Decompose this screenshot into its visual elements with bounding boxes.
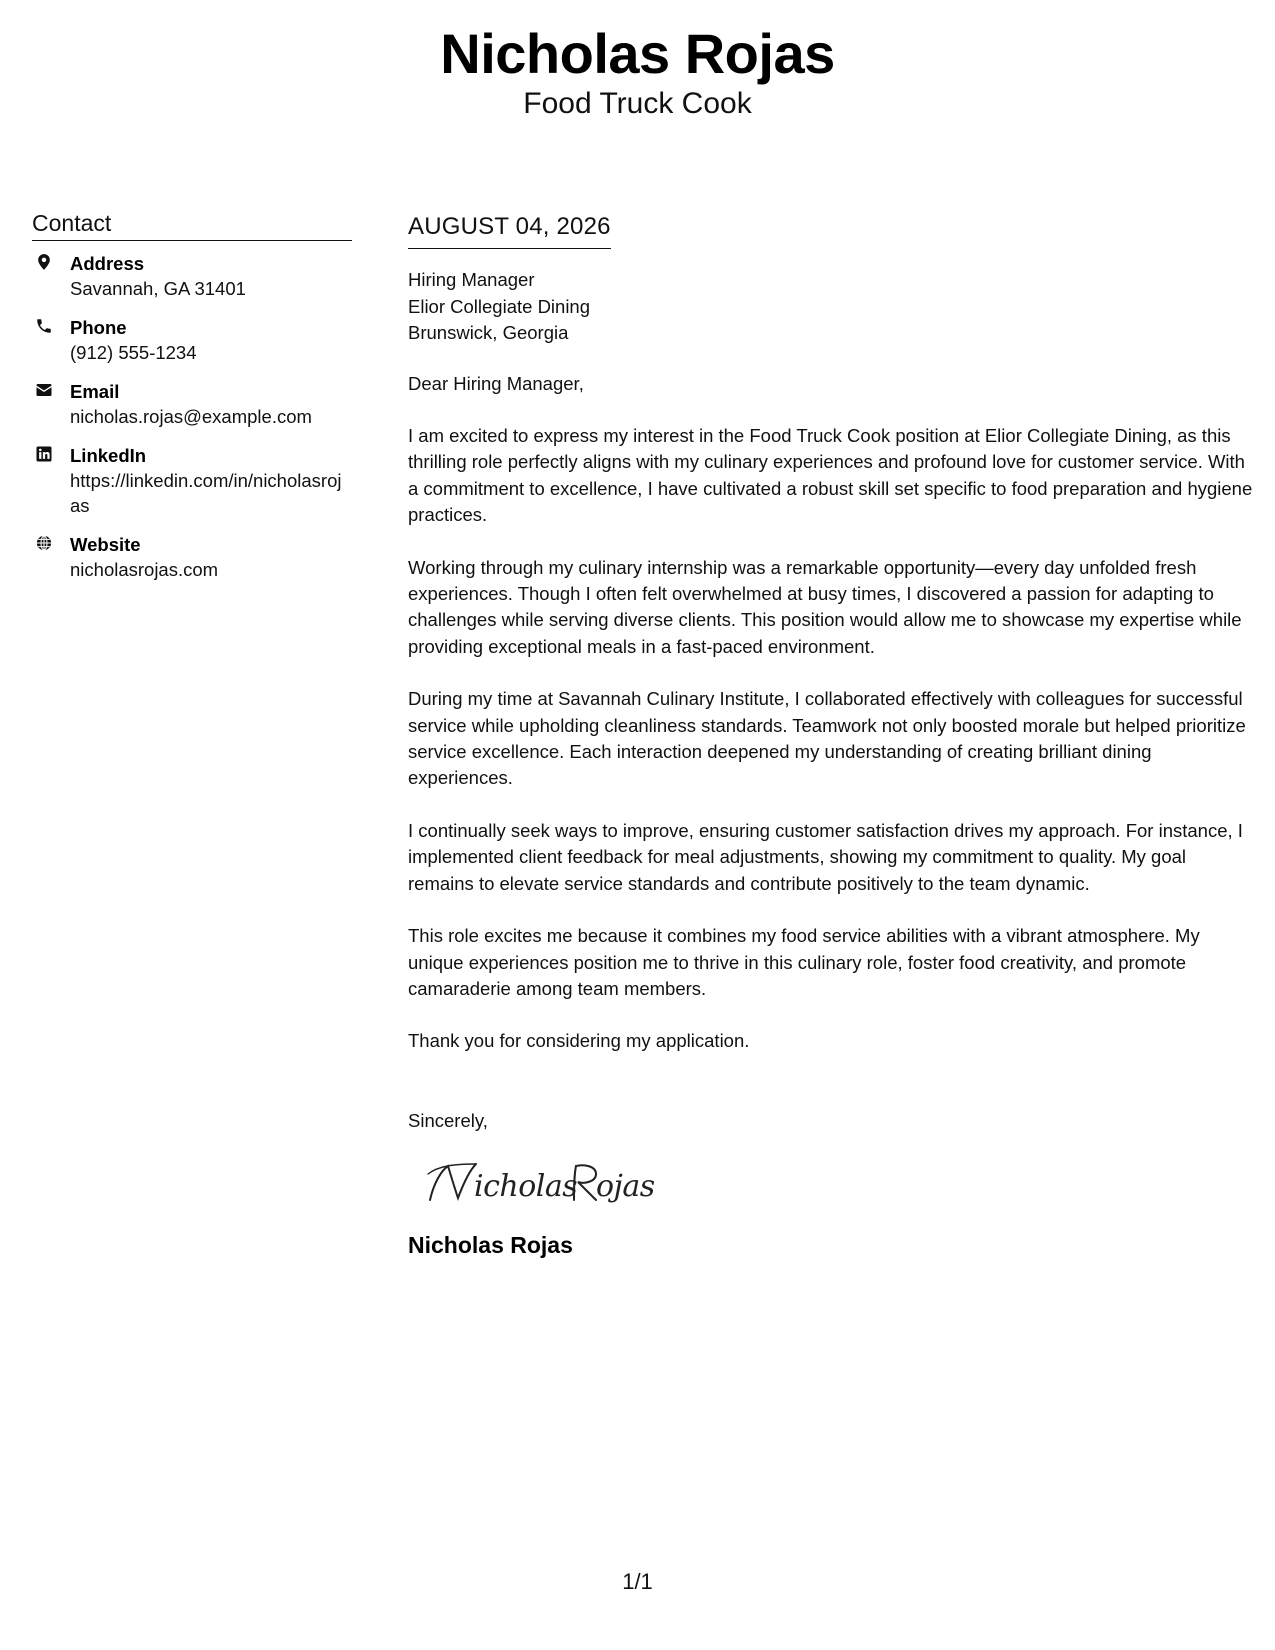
- phone-value: (912) 555-1234: [70, 342, 197, 363]
- globe-icon: [35, 534, 53, 552]
- date-block: [408, 210, 611, 249]
- website-value[interactable]: nicholasrojas.com: [70, 559, 219, 580]
- linkedin-label: LinkedIn: [70, 445, 147, 466]
- contact-heading: Contact: [32, 208, 352, 241]
- contact-phone: [32, 315, 352, 365]
- closing: Sincerely,: [408, 1109, 488, 1131]
- body-paragraph-6: Thank you for considering my application.: [408, 1030, 750, 1052]
- salutation: Dear Hiring Manager,: [408, 372, 584, 394]
- job-title: Food Truck Cook: [523, 87, 752, 120]
- contact-linkedin: [32, 443, 352, 518]
- address-label: Address: [70, 253, 145, 274]
- svg-text:icholas: icholas: [474, 1169, 578, 1205]
- linkedin-value[interactable]: https://linkedin.com/in/nicholasrojas: [70, 470, 342, 516]
- body-paragraph-5: This role excites me because it combines my food service abilities with a vibrant atmosphere. My unique experiences position me to thrive in this culinary role, foster food creativity, and promote camaraderie among team members.: [408, 925, 1200, 999]
- letter-body: [408, 210, 1253, 1260]
- signature-image: [424, 1152, 684, 1214]
- body-paragraph-3: During my time at Savannah Culinary Institute, I collaborated effectively with colleagues for successful service while upholding cleanliness standards. Teamwork not only boosted morale but helped prioritize service excellence. Each interaction deepened my understanding of creating brilliant dining experiences.: [408, 688, 1246, 789]
- linkedin-icon: [35, 445, 53, 463]
- handwritten-signature: [424, 1152, 1253, 1214]
- body-paragraph-2: Working through my culinary internship was a remarkable opportunity—every day unfolded fresh experiences. Though I often felt overwhelmed at busy times, I discovered a passion for adapting to challenges while serving diverse clients. This position would allow me to showcase my expertise while providing exceptional meals in a fast-paced environment.: [408, 556, 1242, 657]
- recipient-title: Hiring Manager: [408, 269, 535, 290]
- body-paragraph-1: I am excited to express my interest in the Food Truck Cook position at Elior Collegiate Dining, as this thrilling role perfectly aligns with my culinary experiences and profound love for customer service. With a commitment to excellence, I have cultivated a robust skill set specific to food preparation and hygiene practices.: [408, 425, 1253, 526]
- recipient-location: Brunswick, Georgia: [408, 322, 569, 343]
- signed-name: Nicholas Rojas: [408, 1232, 573, 1259]
- contact-website: [32, 532, 352, 582]
- contact-address: [32, 251, 352, 301]
- phone-icon: [35, 317, 53, 335]
- email-value: nicholas.rojas@example.com: [70, 406, 312, 427]
- page-indicator: 1/1: [622, 1569, 653, 1594]
- letter-date: AUGUST 04, 2026: [408, 213, 611, 240]
- contact-sidebar: [32, 208, 352, 596]
- contact-email: [32, 379, 352, 429]
- recipient-block: [408, 267, 1253, 347]
- recipient-company: Elior Collegiate Dining: [408, 295, 591, 317]
- phone-label: Phone: [70, 317, 127, 338]
- website-label: Website: [70, 534, 141, 555]
- envelope-icon: [35, 381, 53, 399]
- address-value: Savannah, GA 31401: [70, 278, 246, 299]
- body-paragraph-4: I continually seek ways to improve, ensuring customer satisfaction drives my approach. For instance, I implemented client feedback for meal adjustments, showing my commitment to quality. My goal remains to elevate service standards and contribute positively to the team dynamic.: [408, 819, 1243, 894]
- map-pin-icon: [35, 253, 53, 271]
- applicant-name: Nicholas Rojas: [440, 22, 835, 85]
- letter-header: [0, 22, 1275, 122]
- email-label: Email: [70, 381, 120, 402]
- svg-text:ojas: ojas: [596, 1169, 655, 1205]
